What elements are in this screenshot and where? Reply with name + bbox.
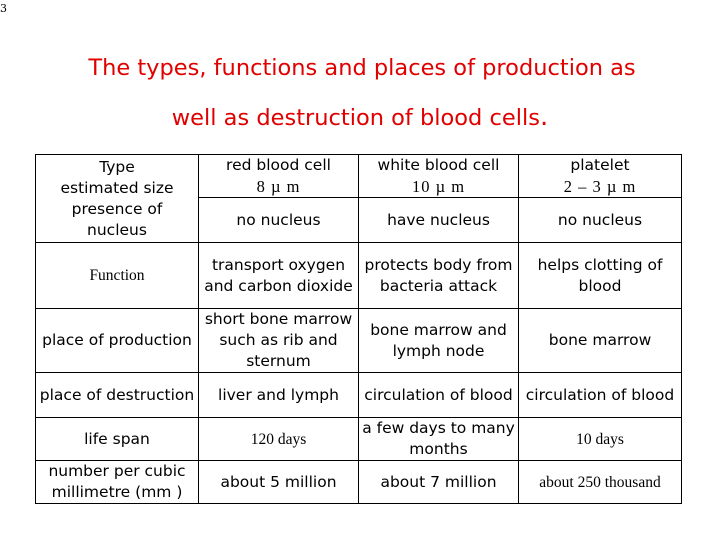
red-cell-function: transport oxygen and carbon dioxide (199, 243, 359, 309)
red-cell-header (199, 155, 359, 198)
platelet-lifespan: 10 days (519, 418, 682, 461)
header-label-presence: presence of (71, 199, 163, 218)
white-cell-count: about 7 million (359, 461, 519, 504)
header-label-cell (36, 155, 199, 243)
white-cell-production: bone marrow and lymph node (359, 309, 519, 373)
table-row-destruction (36, 373, 682, 418)
platelet-destruction: circulation of blood (519, 373, 682, 418)
count-label: number per cubic millimetre (mm ) (36, 461, 199, 504)
red-cell-type: red blood cell (226, 156, 331, 174)
slide-title-line-2-text: well as destruction of blood cells (171, 105, 540, 131)
red-cell-count: about 5 million (199, 461, 359, 504)
white-cell-lifespan: a few days to many months (359, 418, 519, 461)
platelet-size: 2 – 3 µ m (563, 177, 637, 196)
red-cell-production: short bone marrow such as rib and sternum (199, 309, 359, 373)
platelet-count: about 250 thousand (519, 461, 682, 504)
white-cell-nucleus: have nucleus (359, 198, 519, 243)
platelet-function: helps clotting of blood (519, 243, 682, 309)
slide-title-line-2 (0, 102, 720, 132)
page-number: 3 (0, 2, 7, 15)
white-cell-destruction: circulation of blood (359, 373, 519, 418)
production-label: place of production (36, 309, 199, 373)
platelet-type: platelet (570, 156, 630, 174)
red-cell-nucleus: no nucleus (199, 198, 359, 243)
white-cell-type: white blood cell (377, 156, 500, 174)
function-label: Function (36, 243, 199, 309)
red-cell-size: 8 µ m (256, 177, 301, 196)
platelet-production: bone marrow (519, 309, 682, 373)
header-label-nucleus: nucleus (87, 220, 147, 239)
red-cell-lifespan: 120 days (199, 418, 359, 461)
table-row-type-size (36, 155, 682, 198)
red-cell-destruction: liver and lymph (199, 373, 359, 418)
destruction-label: place of destruction (36, 373, 199, 418)
lifespan-label: life span (36, 418, 199, 461)
platelet-header (519, 155, 682, 198)
blood-cells-table (35, 154, 682, 504)
header-label-size: estimated size (60, 178, 174, 197)
table-row-function (36, 243, 682, 309)
table-row-lifespan (36, 418, 682, 461)
white-cell-header (359, 155, 519, 198)
platelet-nucleus: no nucleus (519, 198, 682, 243)
white-cell-size: 10 µ m (411, 177, 466, 196)
table-row-count (36, 461, 682, 504)
white-cell-function: protects body from bacteria attack (359, 243, 519, 309)
header-label-type: Type (99, 157, 135, 176)
slide-title-line-1: The types, functions and places of production as (88, 55, 636, 81)
table-row-production (36, 309, 682, 373)
slide-title-period: . (539, 102, 549, 132)
